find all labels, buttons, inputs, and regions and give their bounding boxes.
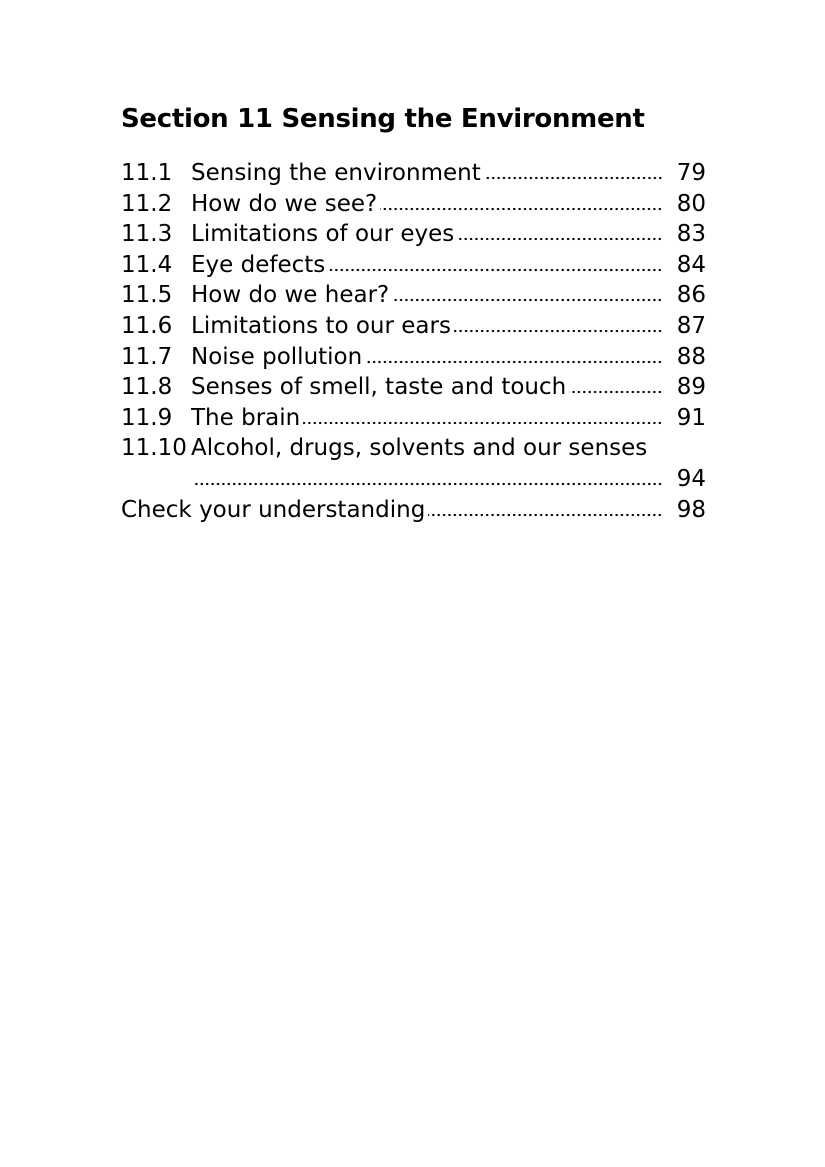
entry-number: 11.7 (121, 343, 173, 370)
toc-entry-11-3[interactable] (121, 219, 706, 250)
toc-entry-11-8[interactable] (121, 372, 706, 403)
toc-entry-11-2[interactable] (121, 189, 706, 220)
entry-title: Noise pollution (191, 343, 363, 370)
entry-page-number: 79 (676, 160, 706, 186)
toc-entry-11-9[interactable] (121, 403, 706, 434)
dot-leader (457, 237, 662, 241)
entry-page-number: 88 (676, 343, 706, 370)
dot-leader (392, 298, 662, 302)
entry-page-number: 80 (676, 190, 706, 217)
entry-number: 11.4 (121, 251, 173, 278)
entry-number: 11.2 (121, 190, 173, 217)
entry-title: Limitations to our ears (191, 312, 451, 339)
entry-page-number: 91 (676, 404, 706, 431)
entry-title: Limitations of our eyes (191, 221, 455, 248)
dot-leader (380, 207, 662, 211)
entry-number: 11.8 (121, 374, 173, 401)
toc-entry-check-understanding[interactable] (121, 495, 706, 526)
entry-title: Sensing the environment (191, 160, 481, 186)
toc-entry-11-6[interactable] (121, 311, 706, 342)
entry-page-number: 94 (676, 465, 706, 492)
entry-title: The brain (191, 404, 301, 431)
dot-leader (365, 360, 663, 364)
dot-leader (569, 390, 662, 394)
table-of-contents (121, 100, 706, 525)
entry-number: 11.1 (121, 160, 173, 186)
dot-leader (194, 482, 663, 486)
toc-entry-11-4[interactable] (121, 250, 706, 281)
entry-page-number: 98 (676, 496, 706, 523)
entry-title: How do we see? (191, 190, 378, 217)
toc-entry-11-10-continuation[interactable] (121, 464, 706, 495)
toc-entry-11-1[interactable] (121, 158, 706, 189)
dot-leader (454, 329, 663, 333)
entry-number: 11.9 (121, 404, 173, 431)
entry-page-number: 87 (676, 312, 706, 339)
entry-number: 11.5 (121, 282, 173, 309)
entry-number: 11.6 (121, 312, 173, 339)
toc-list (121, 158, 706, 525)
entry-page-number: 89 (676, 374, 706, 401)
entry-number: 11.3 (121, 221, 173, 248)
section-heading: Section 11 Sensing the Environment (121, 104, 645, 134)
entry-title: Alcohol, drugs, solvents and our senses (191, 435, 648, 462)
toc-entry-11-5[interactable] (121, 280, 706, 311)
entry-title: Senses of smell, taste and touch (191, 374, 567, 401)
entry-page-number: 83 (676, 221, 706, 248)
toc-entry-11-7[interactable] (121, 342, 706, 373)
dot-leader (303, 421, 663, 425)
dot-leader (428, 513, 662, 517)
entry-title: How do we hear? (191, 282, 390, 309)
entry-page-number: 86 (676, 282, 706, 309)
entry-title: Eye defects (191, 251, 326, 278)
dot-leader (328, 268, 662, 272)
entry-title: Check your understanding (121, 496, 426, 523)
entry-number: 11.10 (121, 435, 187, 462)
dot-leader (484, 176, 663, 180)
toc-entry-11-10[interactable] (121, 433, 706, 464)
entry-page-number: 84 (676, 251, 706, 278)
